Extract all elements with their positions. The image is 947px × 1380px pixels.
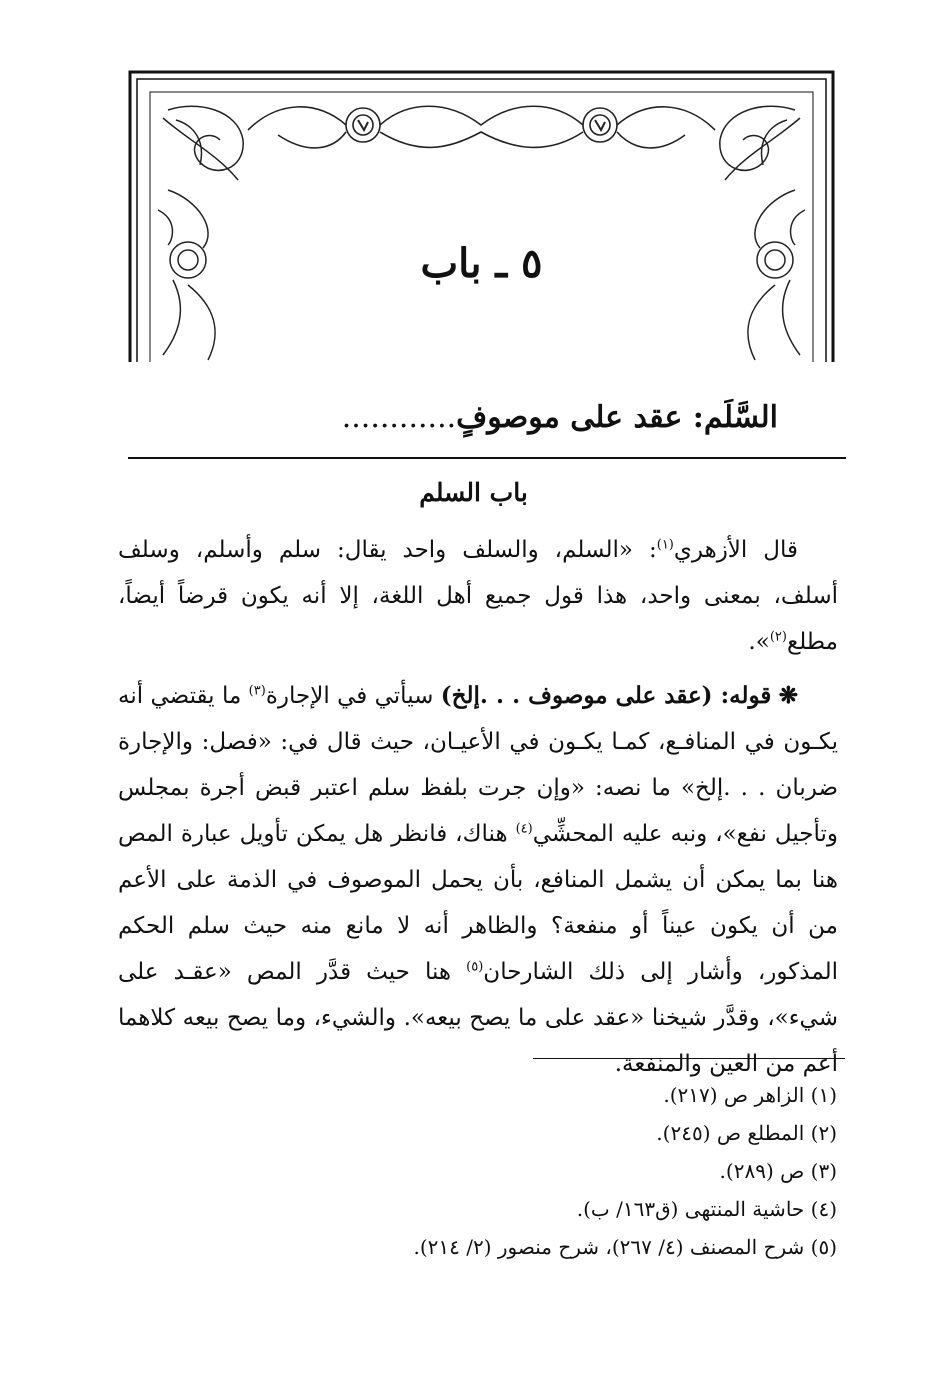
chapter-title: ٥ ـ باب [420, 240, 543, 287]
footnote-item: (٥) شرح المصنف (٤/ ٢٦٧)، شرح منصور (٢/ ٢١٤). [413, 1235, 837, 1259]
footnote-ref-4: (٤) [515, 821, 533, 837]
ornamental-frame [128, 70, 835, 362]
paragraph-qawluhu [118, 673, 838, 1087]
matn-divider [128, 457, 846, 459]
footnote-ref-1: (١) [656, 537, 674, 553]
paragraph-azhari [118, 527, 838, 665]
matn-line [128, 400, 778, 435]
footnote-item: (٢) المطلع ص (٢٤٥). [656, 1121, 837, 1145]
matn-dots: ............ [341, 400, 457, 435]
para2-text-d: هنا حيث قدَّر المص «عقـد على شيء»، وقدَّر شيخنا «عقد على ما يصح بيعه». والشيء، وما يصح بيعه كلاهما أعم من العين والمنفعة. [118, 959, 838, 1077]
footnote-ref-3: (٣) [248, 683, 266, 699]
footnote-ref-5: (٥) [466, 959, 484, 975]
para2-text-b: ما يقتضي أنه يكـون في المنافـع، كمـا يكـون في الأعيـان، حيث قال في: «فصل: والإجارة ضربان . . .إلخ» ما نصه: «وإن جرت بلفظ سلم اعتبر قبض أجرة بمجلس وتأجيل نفع»، ونبه عليه المحشِّي [118, 683, 839, 847]
footnote-ref-2: (٢) [769, 629, 787, 645]
para1-text-a: قال الأزهري [673, 537, 798, 563]
para1-text-b: : «السلم، والسلف واحد يقال: سلم وأسلم، وسلف أسلف، بمعنى واحد، هذا قول جميع أهل اللغة، إلا أنه يكون قرضاً أيضاً، مطلع [118, 537, 838, 655]
matn-text: السَّلَم: عقد على موصوفٍ [456, 400, 778, 435]
footnote-item: (٣) ص (٢٨٩). [719, 1159, 837, 1183]
commentary-body [118, 527, 838, 1087]
para2-text-c: هناك، فانظر هل يمكن تأويل عبارة المص هنا بما يمكن أن يشمل المنافع، بأن يحمل الموصوف في الذمة على الأعم من أن يكون عيناً أو منفعة؟ والظاهر أنه لا مانع منه حيث سلم الحكم المذكور، وأشار إلى ذلك الشارحان [118, 821, 839, 985]
footnotes [117, 1076, 837, 1266]
star-marker: ❋ [778, 682, 798, 709]
footnote-divider [533, 1058, 845, 1059]
para2-text-a: سيأتي في الإجارة [265, 683, 441, 709]
footnote-item: (١) الزاهر ص (٢١٧). [663, 1083, 837, 1107]
quoted-matn: قوله: (عقد على موصوف . . .إلخ) [440, 682, 772, 709]
section-title: باب السلم [419, 478, 528, 507]
footnote-item: (٤) حاشية المنتهى (ق١٦٣/ ب). [576, 1197, 837, 1221]
arabesque-frame-icon [128, 70, 835, 362]
para1-text-c: ». [748, 629, 770, 655]
